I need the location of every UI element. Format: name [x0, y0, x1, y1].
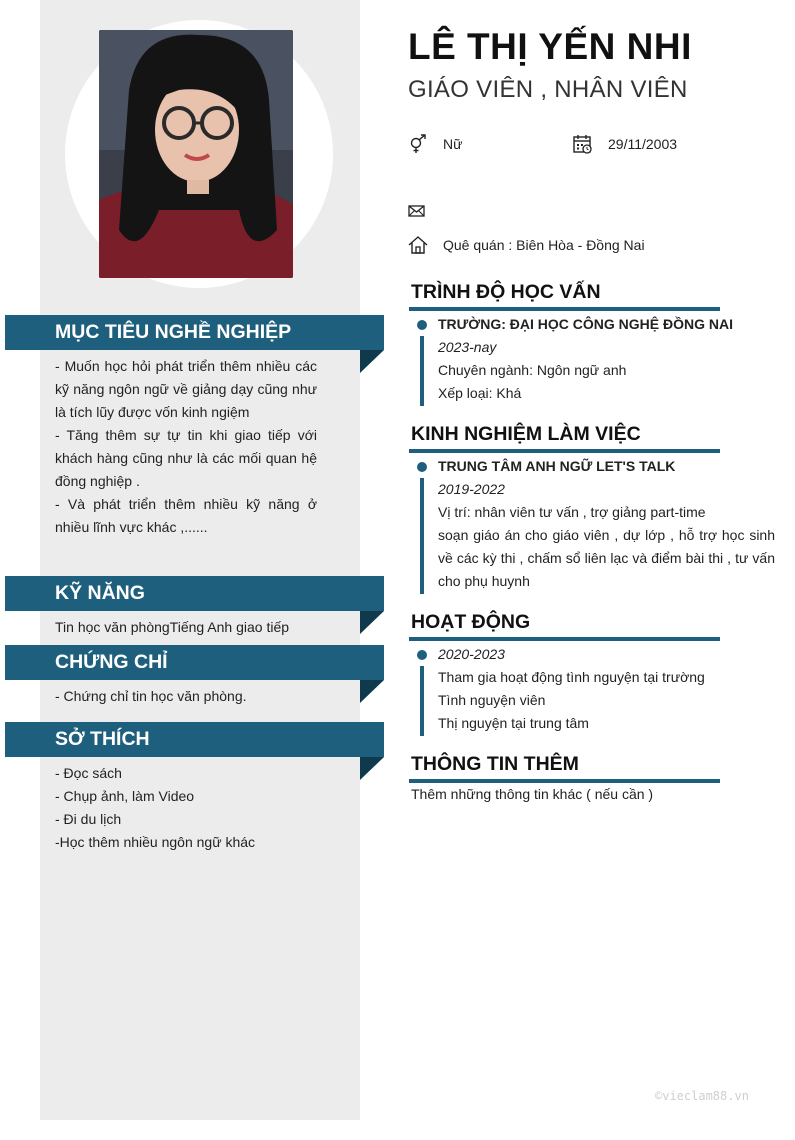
ribbon-fold-icon	[360, 680, 384, 703]
timeline-dot	[417, 650, 427, 660]
experience-position: Vị trí: nhân viên tư vấn , trợ giảng part-time	[438, 504, 706, 520]
skills-section-title: KỸ NĂNG	[5, 576, 384, 611]
section-divider	[409, 637, 720, 641]
watermark: ©vieclam88.vn	[655, 1089, 749, 1103]
education-entry	[438, 313, 775, 405]
objective-line: - Muốn học hỏi phát triển thêm nhiều các kỹ năng ngôn ngữ về giảng dạy cũng như là tích lũy được vốn kinh ngiệm	[55, 358, 317, 420]
objective-section-title: MỤC TIÊU NGHỀ NGHIỆP	[5, 315, 384, 350]
education-grade: Xếp loại: Khá	[438, 385, 522, 401]
email-row	[408, 204, 440, 218]
experience-period: 2019-2022	[438, 481, 505, 497]
job-title: GIÁO VIÊN , NHÂN VIÊN	[408, 76, 688, 103]
experience-section-title: KINH NGHIỆM LÀM VIỆC	[411, 423, 641, 445]
timeline-dot	[417, 320, 427, 330]
activity-item: Tình nguyện viên	[438, 692, 546, 708]
hobby-item: - Chụp ảnh, làm Video	[55, 788, 195, 804]
ribbon-fold-icon	[360, 611, 384, 634]
activities-section-title: HOẠT ĐỘNG	[411, 611, 531, 633]
home-icon	[408, 235, 428, 255]
avatar	[99, 30, 293, 278]
section-divider	[409, 449, 720, 453]
hobby-item: - Đi du lịch	[55, 811, 122, 827]
certificates-section-title: CHỨNG CHỈ	[5, 645, 384, 680]
section-divider	[409, 307, 720, 311]
gender-value: Nữ	[443, 136, 463, 152]
additional-text: Thêm những thông tin khác ( nếu cần )	[411, 786, 654, 802]
education-period: 2023-nay	[438, 339, 497, 355]
birthday-row	[573, 134, 677, 154]
education-section-title: TRÌNH ĐỘ HỌC VẤN	[411, 281, 601, 303]
objective-line: - Tăng thêm sự tự tin khi giao tiếp với khách hàng cũng như là các mối quan hệ đồng nghiệp .	[55, 427, 317, 489]
hobbies-section-title: SỞ THÍCH	[5, 722, 384, 757]
experience-description: soạn giáo án cho giáo viên , dự lớp , hỗ trợ học sinh về các kỳ thi , chấm sổ liên lạc và điểm bài thi , tư vấn cho phụ huynh	[438, 527, 775, 589]
objective-text	[55, 355, 317, 539]
calendar-icon	[573, 134, 593, 154]
company-name: TRUNG TÂM ANH NGỮ LET'S TALK	[438, 458, 676, 474]
timeline-line	[420, 336, 424, 406]
activities-entry	[438, 643, 775, 735]
hobbies-list	[55, 762, 317, 854]
school-name: TRƯỜNG: ĐẠI HỌC CÔNG NGHỆ ĐỒNG NAI	[438, 316, 733, 332]
full-name: LÊ THỊ YẾN NHI	[408, 26, 692, 67]
certificates-text: - Chứng chỉ tin học văn phòng.	[55, 688, 247, 704]
birthday-value: 29/11/2003	[608, 136, 678, 152]
activities-period: 2020-2023	[438, 646, 505, 662]
timeline-line	[420, 666, 424, 736]
hobby-item: - Đọc sách	[55, 765, 122, 781]
gender-row	[408, 134, 462, 154]
skills-text: Tin học văn phòngTiếng Anh giao tiếp	[55, 619, 290, 635]
activity-item: Thị nguyện tại trung tâm	[438, 715, 589, 731]
ribbon-fold-icon	[360, 757, 384, 780]
ribbon-fold-icon	[360, 350, 384, 373]
section-divider	[409, 779, 720, 783]
timeline-line	[420, 478, 424, 594]
additional-section-title: THÔNG TIN THÊM	[411, 753, 579, 775]
hobby-item: -Học thêm nhiều ngôn ngữ khác	[55, 834, 256, 850]
address-value: Quê quán : Biên Hòa - Đồng Nai	[443, 237, 645, 253]
address-row	[408, 235, 645, 255]
education-major: Chuyên ngành: Ngôn ngữ anh	[438, 362, 627, 378]
experience-entry	[438, 455, 775, 593]
timeline-dot	[417, 462, 427, 472]
gender-icon	[408, 134, 428, 154]
objective-line: - Và phát triển thêm nhiều kỹ năng ở nhiều lĩnh vực khác ,......	[55, 496, 317, 535]
mail-icon	[408, 204, 425, 218]
activity-item: Tham gia hoạt động tình nguyện tại trường	[438, 669, 705, 685]
